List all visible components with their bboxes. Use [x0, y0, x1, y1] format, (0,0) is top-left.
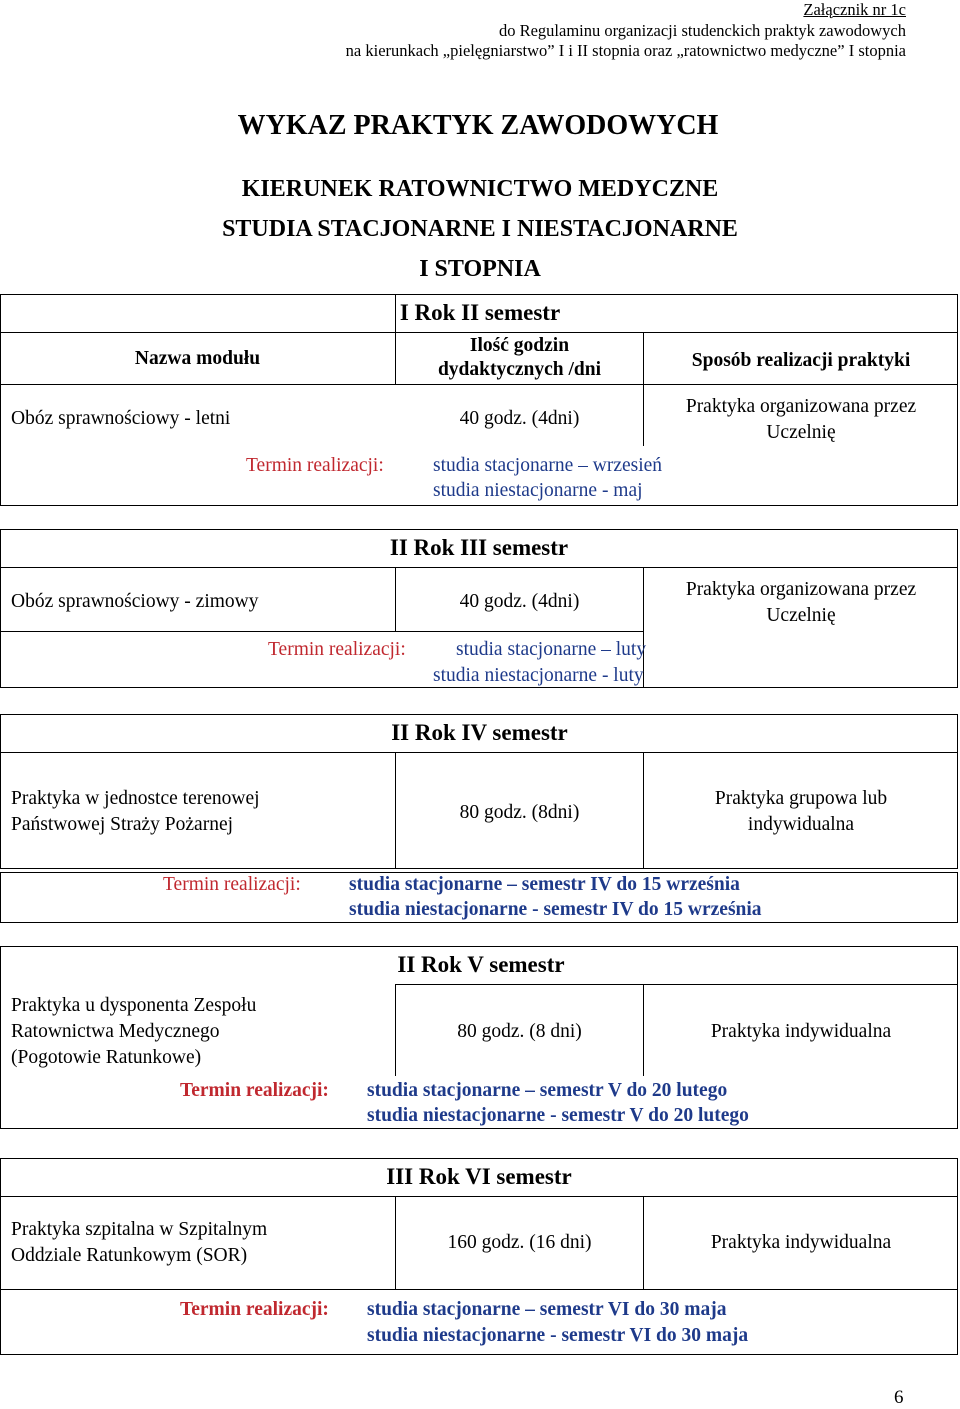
document-header [346, 0, 906, 62]
semester-heading: II Rok IV semestr [391, 720, 568, 745]
module-name: Praktyka w jednostce terenowej Państwowej Straży Pożarnej [11, 788, 260, 835]
term-full-time: studia stacjonarne – semestr V do 20 lutego [367, 1080, 728, 1101]
method-value: Praktyka indywidualna [710, 1232, 892, 1253]
page-title: WYKAZ PRAKTYK ZAWODOWYCH [237, 110, 719, 141]
hours-value: 80 godz. (8dni) [459, 802, 580, 823]
term-label: Termin realizacji: [268, 639, 406, 660]
page-number: 6 [894, 1387, 904, 1408]
semester-heading: II Rok III semestr [389, 535, 569, 560]
header-line-2: do Regulaminu organizacji studenckich praktyk zawodowych [498, 20, 906, 40]
term-part-time: studia niestacjonarne - luty [433, 665, 644, 686]
term-full-time: studia stacjonarne – wrzesień [433, 455, 663, 476]
term-label: Termin realizacji: [180, 1080, 329, 1101]
semester-heading: III Rok VI semestr [386, 1164, 572, 1189]
module-name: Obóz sprawnościowy - zimowy [11, 591, 259, 612]
practice-block-3 [0, 714, 958, 923]
practice-block-4 [0, 946, 958, 1129]
term-label: Termin realizacji: [246, 455, 384, 476]
subtitle-degree: I STOPNIA [419, 256, 541, 282]
term-part-time: studia niestacjonarne - maj [433, 480, 643, 501]
hours-value: 40 godz. (4dni) [459, 591, 580, 612]
term-label: Termin realizacji: [163, 874, 301, 895]
module-column-header: Nazwa modułu [134, 348, 261, 369]
term-label: Termin realizacji: [180, 1299, 329, 1320]
module-name: Obóz sprawnościowy - letni [11, 408, 231, 429]
practice-block-5 [0, 1158, 958, 1355]
practice-block-2 [0, 529, 958, 688]
method-value: Praktyka organizowana przez Uczelnię [685, 396, 917, 443]
term-full-time: studia stacjonarne – semestr IV do 15 września [349, 874, 740, 895]
header-line-3: na kierunkach „pielęgniarstwo” I i II stopnia oraz „ratownictwo medyczne” I stopnia [345, 41, 906, 60]
method-value: Praktyka grupowa lub indywidualna [714, 788, 888, 835]
hours-value: 40 godz. (4dni) [459, 408, 580, 429]
practice-block-1 [0, 294, 958, 506]
term-part-time: studia niestacjonarne - semestr VI do 30 maja [367, 1325, 749, 1346]
term-part-time: studia niestacjonarne - semestr IV do 15 września [349, 899, 762, 920]
term-full-time: studia stacjonarne – luty [456, 639, 647, 660]
module-name: Praktyka u dysponenta Zespołu Ratownictwa Medycznego (Pogotowie Ratunkowe) [11, 995, 257, 1068]
attachment-label: Załącznik nr 1c [803, 0, 906, 19]
term-full-time: studia stacjonarne – semestr VI do 30 maja [367, 1299, 727, 1320]
subtitle-field: KIERUNEK RATOWNICTWO MEDYCZNE [241, 176, 719, 202]
method-value: Praktyka organizowana przez Uczelnię [685, 579, 917, 626]
hours-value: 80 godz. (8 dni) [457, 1021, 582, 1042]
method-value: Praktyka indywidualna [710, 1021, 892, 1042]
term-part-time: studia niestacjonarne - semestr V do 20 lutego [367, 1105, 749, 1126]
module-name: Praktyka szpitalna w Szpitalnym Oddziale Ratunkowym (SOR) [11, 1219, 268, 1266]
hours-column-header: Ilość godzin dydaktycznych /dni [437, 335, 602, 380]
semester-heading: II Rok V semestr [397, 952, 565, 977]
subtitle-mode: STUDIA STACJONARNE I NIESTACJONARNE [222, 216, 738, 242]
semester-heading: I Rok II semestr [399, 300, 561, 325]
method-column-header: Sposób realizacji praktyki [691, 350, 911, 371]
hours-value: 160 godz. (16 dni) [447, 1232, 592, 1253]
